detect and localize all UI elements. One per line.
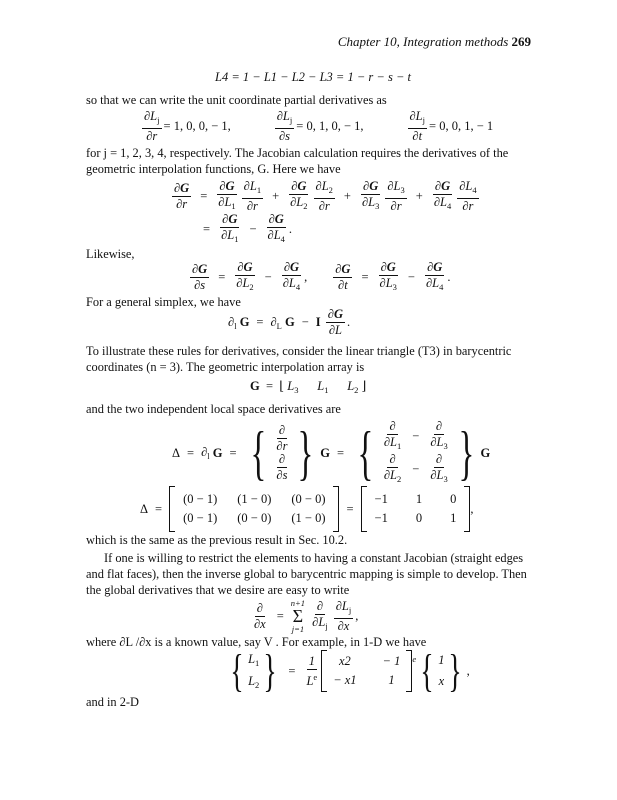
rhs-vector: 1 x bbox=[438, 653, 445, 688]
paragraph-7b: and flat faces), then the inverse global to barycentric mapping is simple to develop. Then bbox=[86, 567, 527, 581]
equation-delta-matrix: Δ = (0 − 1) (1 − 0) (0 − 0) (0 − 1) (0 − 0) (1 − 0) = −1 1 0 −1 0 1 , bbox=[140, 486, 473, 532]
equation-l4-text: L4 = 1 − L1 − L2 − L3 = 1 − r − s − t bbox=[215, 70, 411, 84]
paragraph-2a: for j = 1, 2, 3, 4, respectively. The Jacobian calculation requires the derivatives of the bbox=[86, 146, 509, 160]
inverse-matrix: x2 − 1 − x1 1 bbox=[333, 654, 401, 687]
sum-upper: n+1 bbox=[290, 598, 306, 608]
equation-global-derivative: $\frac{\partial}{\partial x}$ = n+1 Σ j=1 $\frac{\partial}{\partial L_j}$ $\frac{\partial L_j}{\partial x}$ , bbox=[254, 598, 359, 634]
equation-1d-example: { $L_1$ $L_2$ } = $\frac{1}{L^e}$ x2 − 1 − x1 1 e { 1 x } , bbox=[230, 645, 470, 696]
equation-l4 bbox=[215, 70, 411, 85]
sum-lower: j=1 bbox=[291, 624, 305, 634]
dr-values: = 1, 0, 0, − 1, bbox=[163, 119, 231, 133]
equation-delta-operator: Δ = $\partial_l$ G = { $\frac{\partial}{\partial r}$ $\frac{\partial}{\partial s}$ } G = { $\frac{\partial}{\partial L_1}$ − $\frac{\partial}{\partial L_3}$ $\frac{\partial}{\partial L_2}$ − $\frac{\partial}{\partial L_3}$ } G bbox=[172, 419, 491, 486]
chapter-title: Chapter 10, Integration methods bbox=[337, 34, 509, 49]
paragraph-6: which is the same as the previous result in Sec. 10.2. bbox=[86, 533, 348, 547]
dt-values: = 0, 0, 1, − 1 bbox=[429, 119, 494, 133]
equation-unit-partials: $\frac{\partial L_j}{\partial r}$ = 1, 0, 0, − 1, $\frac{\partial L_j}{\partial s}$ = 0, 1, 0, − 1, $\frac{\partial L_j}{\partial t}$ = 0, 0, 1, − 1 bbox=[144, 109, 494, 143]
paragraph-2b: geometric interpolation functions, G. Here we have bbox=[86, 162, 341, 176]
equation-dG-dr: $\frac{\partial G}{\partial r}$ = $\frac{\partial G}{\partial L_1}$ $\frac{\partial L_1}{\partial r}$ + $\frac{\partial G}{\partial L_2}$ $\frac{\partial L_2}{\partial r}$ + $\frac{\partial G}{\partial L_3}$ $\frac{\partial L_3}{\partial r}$ + $\frac{\partial G}{\partial L_4}$ $\frac{\partial L_4}{\partial r}$ bbox=[174, 179, 477, 213]
equation-G-array: G = ⌊ $L_3$ $L_1$ $L_2$ ⌋ bbox=[250, 379, 367, 395]
matrix-left: (0 − 1) (1 − 0) (0 − 0) (0 − 1) (0 − 0) (1 − 0) bbox=[183, 492, 326, 525]
paragraph-4a: To illustrate these rules for derivatives, consider the linear triangle (T3) in barycentric bbox=[86, 344, 512, 358]
paragraph-4b: coordinates (n = 3). The geometric interpolation array is bbox=[86, 360, 365, 374]
equation-simplex: $\partial_l$ G = $\partial_L$ G − I $\frac{\partial G}{\partial L}$ . bbox=[228, 307, 351, 337]
paragraph-7a: If one is willing to restrict the elements to having a constant Jacobian (straight edges bbox=[104, 551, 524, 565]
running-header bbox=[338, 34, 531, 50]
paragraph-7c: the global derivatives that we desire are easy to write bbox=[86, 583, 350, 597]
matrix-right: −1 1 0 −1 0 1 bbox=[374, 492, 457, 525]
ds-values: = 0, 1, 0, − 1, bbox=[296, 119, 364, 133]
paragraph-8: where ∂L /∂x is a known value, say V . For example, in 1-D we have bbox=[86, 635, 427, 649]
equation-dG-ds-dt: $\frac{\partial G}{\partial s}$ = $\frac{\partial G}{\partial L_2}$ − $\frac{\partial G}{\partial L_4}$ , $\frac{\partial G}{\partial t}$ = $\frac{\partial G}{\partial L_3}$ − $\frac{\partial G}{\partial L_4}$ . bbox=[192, 260, 451, 292]
page-number: 269 bbox=[511, 34, 531, 49]
paragraph-9: and in 2-D bbox=[86, 695, 139, 709]
paragraph-likewise: Likewise, bbox=[86, 247, 135, 261]
paragraph-3: For a general simplex, we have bbox=[86, 295, 241, 309]
paragraph-1: so that we can write the unit coordinate partial derivatives as bbox=[86, 93, 387, 107]
equation-dG-dr-simplified: = $\frac{\partial G}{\partial L_1}$ − $\frac{\partial G}{\partial L_4}$ . bbox=[203, 212, 293, 244]
paragraph-5: and the two independent local space derivatives are bbox=[86, 402, 341, 416]
